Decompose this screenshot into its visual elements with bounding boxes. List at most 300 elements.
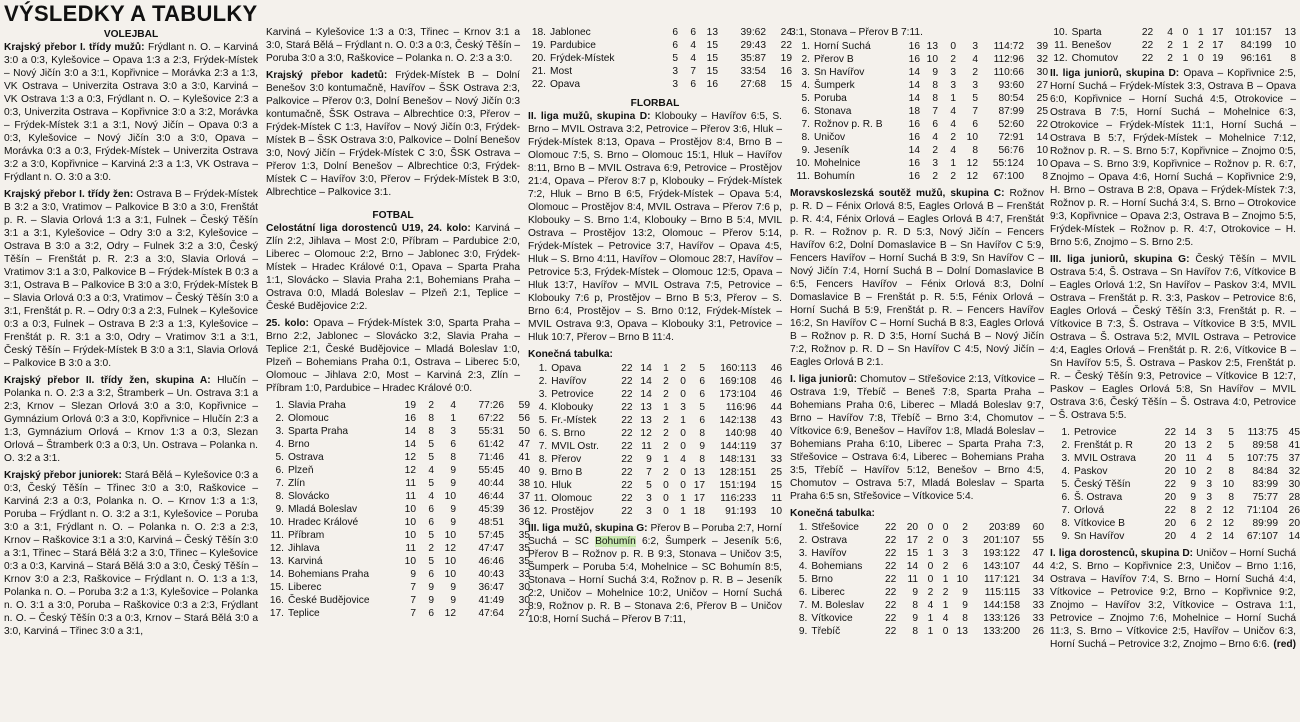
table-cell: 67:107 [1246, 531, 1278, 542]
table-cell: 2 [950, 171, 956, 182]
table-cell: 113:75 [1247, 427, 1278, 438]
table-cell: 2 [962, 522, 968, 533]
table-cell: 20 [1164, 453, 1176, 464]
table-cell: 11 [1185, 453, 1196, 464]
table-cell: 22 [621, 363, 633, 374]
table-cell: 5 [1228, 453, 1234, 464]
table-cell: 107:75 [1246, 453, 1278, 464]
table-cell: 13 [693, 467, 706, 478]
paragraph [266, 222, 520, 313]
table-cell: 10 [444, 556, 456, 567]
table-cell: 4 [680, 454, 686, 465]
table-cell: 8. [275, 491, 284, 502]
table-cell: 2 [972, 67, 978, 78]
table-row [790, 534, 1044, 547]
table-cell: 9 [450, 582, 456, 593]
table-cell: 3 [672, 79, 678, 90]
table-cell: 8 [1190, 505, 1196, 516]
table-row [790, 118, 1048, 131]
competition-name: Krajský přebor kadetů: [266, 70, 388, 81]
table-cell: 3 [646, 506, 652, 517]
table-cell: 11. [270, 530, 284, 541]
table-cell: 8. [538, 454, 548, 465]
table-cell: 83:99 [1252, 479, 1278, 490]
table-row [266, 594, 530, 607]
table-cell: 9 [1190, 492, 1196, 503]
table-cell: 7 [690, 66, 696, 77]
table-cell: 140:98 [725, 428, 757, 439]
table-cell: 22 [1141, 53, 1154, 64]
table-cell: 47:47 [478, 543, 504, 554]
table-cell: 30 [1036, 67, 1048, 78]
table-cell: 7 [410, 582, 416, 593]
table-cell: 48:51 [478, 517, 504, 528]
table-cell: 14 [640, 363, 652, 374]
table-cell: 5 [672, 53, 678, 64]
standings-table [1050, 426, 1300, 543]
table-row [266, 555, 530, 568]
table-cell: 1 [680, 415, 686, 426]
table-row [790, 547, 1044, 560]
table-cell: 3 [672, 66, 678, 77]
table-cell: 10 [404, 504, 416, 515]
table-cell: 16 [780, 66, 792, 77]
table-cell: 7. [801, 119, 810, 130]
standings-table [528, 26, 792, 91]
table-cell: 55:45 [478, 465, 504, 476]
table-cell: 5 [1228, 440, 1234, 451]
table-cell: 16 [908, 54, 920, 65]
table-cell: 9 [962, 587, 968, 598]
table-cell: 3 [962, 535, 968, 546]
team-name: M. Boleslav [811, 600, 865, 611]
table-cell: 36 [518, 517, 530, 528]
team-name: Opava [551, 363, 582, 374]
table-cell: 0 [942, 535, 949, 546]
paragraph [790, 187, 1044, 369]
table-cell: 0 [927, 561, 934, 572]
page-title: VÝSLEDKY A TABULKY [4, 1, 258, 26]
table-cell: 5. [538, 415, 548, 426]
table-cell: 2 [1206, 518, 1212, 529]
paragraph [790, 26, 1044, 39]
table-row [790, 521, 1044, 534]
table-cell: 22 [621, 454, 633, 465]
table-cell: 14 [908, 145, 920, 156]
team-name: Paskov [1074, 466, 1108, 477]
team-name: Opava [550, 79, 581, 90]
table-cell: 201:107 [983, 535, 1021, 546]
table-cell: 22 [885, 600, 897, 611]
table-cell: 2 [663, 467, 669, 478]
competition-name: II. liga juniorů, skupina D: [1050, 68, 1180, 79]
table-cell: 22 [885, 626, 897, 637]
table-row [528, 39, 792, 52]
table-cell: 22 [621, 441, 633, 452]
table-cell: 144:158 [983, 600, 1021, 611]
table-cell: 13 [956, 626, 968, 637]
table-cell: 1. [801, 41, 810, 52]
table-cell: 1. [1061, 427, 1070, 438]
table-cell: 10 [444, 491, 456, 502]
table-cell: 3 [1206, 427, 1212, 438]
table-cell: 4 [972, 54, 978, 65]
table-cell: 0 [927, 522, 934, 533]
table-cell: 6 [699, 376, 706, 387]
table-cell: 13 [1184, 440, 1196, 451]
table-cell: 4 [1167, 27, 1173, 38]
team-name: Bohemians Praha [288, 569, 369, 580]
table-row [1050, 504, 1300, 517]
table-cell: 33 [1032, 600, 1044, 611]
table-cell: 15 [706, 40, 718, 51]
competition-name: III. liga juniorů, skupina G: [1050, 254, 1190, 265]
table-cell: 5. [275, 452, 284, 463]
table-cell: 14 [404, 426, 416, 437]
paragraph [528, 522, 782, 626]
table-cell: 4 [428, 491, 434, 502]
table-row [528, 26, 792, 39]
table-cell: 6 [672, 40, 678, 51]
table-cell: 46:46 [478, 556, 504, 567]
table-cell: 22 [885, 613, 897, 624]
table-cell: 3 [972, 41, 978, 52]
standings-table [528, 362, 782, 518]
table-row [790, 66, 1048, 79]
table-cell: 19 [780, 53, 792, 64]
table-cell: 67:100 [992, 171, 1024, 182]
team-name: Jeseník [814, 145, 850, 156]
team-name: Orlová [1074, 505, 1105, 516]
table-row [1050, 39, 1296, 52]
table-cell: 33 [1032, 613, 1044, 624]
table-cell: 5. [1061, 479, 1070, 490]
table-row [790, 612, 1044, 625]
table-cell: 12. [1053, 53, 1068, 64]
team-name: Brno [811, 574, 833, 585]
table-cell: 1 [950, 158, 956, 169]
table-cell: 10. [533, 480, 548, 491]
team-name: Ostrava [288, 452, 324, 463]
table-cell: 2 [950, 132, 956, 143]
table-row [528, 375, 782, 388]
table-cell: 3 [680, 402, 686, 413]
table-cell: 143:107 [983, 561, 1021, 572]
table-cell: 10 [1184, 466, 1196, 477]
results-text: Klobouky – Havířov 6:5, S. Brno – MVIL Ostrava 3:2, Petrovice – Přerov 3:6, Hluk – Frýdek-Místek 8:13, Opava – Prostějov 8:4, Brno B – Olomouc 7:5, S. Brno – Olomouc 15:1, Hluk – Havířov 8:11, Brno B – MVIL Ostrava 6:9, Petrovice – Prostějov 21:4, Opava – Přerov 8:7 p, Klobouky – Frýdek-Místek 7:2, Hluk – Brno B 6:5, Frýdek-Místek – Opava 5:4, Olomouc – Prostějov 8:4, MVIL Ostrava – Přerov 7:6 p, Klobouky – S. Brno 1:4, Klobouky – Brno B 5:4, MVIL Ostrava – Prostějov 13:2, Olomouc – Přerov 5:14, Frýdek-Místek – Petrovice 3:7, Havířov – Opava 4:5, Hluk – S. Brno 4:11, Havířov – Olomouc 28:7, Havířov – Petrovice 5:3, Frýdek-Místek – Olomouc 12:5, Opava – Hluk 13:7, Havířov – MVIL Ostrava 7:5, Petrovice – Klobouky 7:6 p, Prostějov – Brno B 5:3, Přerov – S. Brno 6:4, Prostějov – S. Brno 0:12, Frýdek-Místek – MVIL Ostrava 9:3, Opava – Klobouky 3:1, Petrovice – Hluk 10:7, Přerov – Brno B 11:4. [528, 111, 782, 343]
results-text: Ostrava B – Frýdek-Místek B 3:2 a 3:0, Vratimov – Palkovice B 3:0 a 3:0, Frenštát p. R. – Slavia Orlová 1:3 a 3:1, Fulnek – Český Těšín 3:1 a 3:1, Kylešovice – Odry 3:0 a 3:2, Kylešovice – Ostrava B 3:0 a 3:2, Odry – Fulnek 3:2 a 3:0, Český Těšín – Frenštát p. R. 2:3 a 3:0, Slavia Orlová – Vratimov 3:1 a 3:0, Palkovice B – Frýdek-Místek B 0:3 a 3:1, Ostrava B – Palkovice B 3:0 a 3:0, Frýdek-Místek B – Slavia Orlová 0:3 a 0:3, Vratimov – Český Těšín 3:0 a 3:1, Frenštát p. R. – Odry 0:3 a 2:3, Fulnek – Kylešovice 0:3 a 0:3, Fulnek – Ostrava B 2:3 a 1:3, Kylešovice – Frenštát p. R. 3:1 a 3:0, Odry – Vratimov 3:1 a 3:1, Český Těšín – Frýdek-Místek B 3:0 a 3:1, Slavia Orlová – Palkovice B 3:0 a 3:0. [4, 189, 258, 369]
table-cell: 20 [1164, 466, 1176, 477]
table-row [266, 399, 530, 412]
table-cell: 2. [1061, 440, 1070, 451]
team-name: Přerov B [814, 54, 854, 65]
team-name: Karviná [288, 556, 323, 567]
table-cell: 19 [1212, 53, 1224, 64]
table-cell: 27:68 [740, 79, 766, 90]
table-cell: 47 [518, 439, 530, 450]
table-cell: 1 [1198, 27, 1204, 38]
table-cell: 16 [908, 171, 920, 182]
table-cell: 13 [926, 41, 938, 52]
table-row [790, 586, 1044, 599]
team-name: Olomouc [288, 413, 329, 424]
table-row [266, 451, 530, 464]
table-cell: 3 [950, 67, 956, 78]
table-cell: 15 [906, 548, 919, 559]
table-cell: 0 [1182, 27, 1189, 38]
table-cell: 71:46 [478, 452, 504, 463]
table-row [266, 581, 530, 594]
table-cell: 6 [428, 569, 434, 580]
table-cell: 1 [942, 574, 949, 585]
table-cell: 38 [518, 478, 530, 489]
table-cell: 5 [428, 556, 434, 567]
table-row [266, 529, 530, 542]
table-cell: 2 [1206, 531, 1212, 542]
table-cell: 13 [640, 415, 652, 426]
table-cell: 116:96 [725, 402, 757, 413]
table-cell: 8 [1228, 466, 1234, 477]
table-cell: 1. [798, 522, 808, 533]
table-cell: 9. [801, 145, 810, 156]
table-cell: 0 [680, 376, 686, 387]
table-cell: 1 [663, 454, 669, 465]
table-cell: 8 [699, 454, 706, 465]
table-cell: 22 [621, 402, 633, 413]
table-cell: 8 [912, 600, 919, 611]
table-cell: 75:77 [1252, 492, 1278, 503]
team-name: Pardubice [550, 40, 596, 51]
table-cell: 36 [518, 504, 530, 515]
paragraph [4, 469, 258, 638]
table-cell: 4 [690, 40, 696, 51]
table-cell: 55:31 [478, 426, 504, 437]
table-cell: 40:43 [478, 569, 504, 580]
results-text: 3:1, Stonava – Přerov B 7:11. [790, 27, 923, 38]
team-name: Havířov [811, 548, 847, 559]
table-row [528, 52, 792, 65]
table-cell: 1 [680, 493, 686, 504]
table-cell: 22 [621, 415, 633, 426]
table-cell: 59 [518, 400, 530, 411]
table-cell: 35:87 [740, 53, 766, 64]
table-cell: 114:72 [993, 41, 1024, 52]
standings-table [790, 521, 1044, 638]
table-row [790, 131, 1048, 144]
team-name: Třebíč [811, 626, 841, 637]
table-cell: 44 [1032, 561, 1044, 572]
paragraph [790, 507, 1044, 520]
table-cell: 2 [663, 389, 669, 400]
table-cell: 20 [906, 522, 919, 533]
table-cell: 22 [621, 376, 633, 387]
table-cell: 115:115 [984, 587, 1021, 598]
table-cell: 12 [640, 428, 652, 439]
table-cell: 6 [699, 389, 706, 400]
table-cell: 14 [1036, 132, 1048, 143]
table-cell: 8 [428, 426, 434, 437]
table-cell: 6. [538, 428, 548, 439]
team-name: Š. Ostrava [1074, 492, 1123, 503]
table-cell: 22. [531, 79, 546, 90]
table-cell: 2 [1206, 466, 1212, 477]
table-cell: 160:113 [720, 363, 757, 374]
column-5 [1050, 26, 1300, 722]
table-row [266, 464, 530, 477]
table-cell: 9 [410, 569, 416, 580]
table-cell: 40 [518, 465, 530, 476]
table-row [790, 625, 1044, 638]
team-name: Chomutov [1071, 53, 1118, 64]
table-cell: 8 [450, 452, 456, 463]
team-name: Teplice [288, 608, 320, 619]
table-cell: 11. [796, 171, 810, 182]
table-cell: 22 [1164, 505, 1176, 516]
results-text: Opava – Kopřivnice 2:5, Horní Suchá – Frýdek-Místek 3:3, Ostrava B – Opava 6:0, Kopřivnice – Horní Suchá 4:5, Otrokovice – Ostrava B 7:5, Horní Suchá – Mohelnice 6:3, Otrokovice – Frýdek-Místek 11:1, Horní Suchá – Ostrava B 5:7, Frýdek-Místek – Mohelnice 7:12, Rožnov p. R. – S. Brno 5:7, Kopřivnice – Znojmo 0:5, Opava – S. Brno 3:9, Kopřivnice – Rožnov p. R. 6:7, Znojmo – Opava 4:6, Horní Suchá – Kopřivnice 2:9, H. Brno – Ostrava B 2:8, Opava – Frýdek-Místek 7:3, Rožnov p. R. – Horní Suchá 3:4, S. Brno – Otrokovice 9:3, Kopřivnice – Opava 2:3, Ostrava B – Znojmo 5:5, Frýdek-Místek – Rožnov p. R. 4:7, Otrokovice – H. Brno 5:6, Znojmo – S. Brno 2:5. [1050, 68, 1296, 248]
team-name: Fr.-Místek [551, 415, 597, 426]
team-name: Liberec [811, 587, 845, 598]
table-cell: 56 [518, 413, 530, 424]
team-name: Vítkovice [811, 613, 853, 624]
table-cell: 6. [801, 106, 810, 117]
table-row [266, 477, 530, 490]
table-cell: 3 [450, 426, 456, 437]
team-name: Bohemians [811, 561, 863, 572]
table-row [266, 568, 530, 581]
table-cell: 151:194 [719, 480, 757, 491]
team-name: MVIL Ostrava [1074, 453, 1136, 464]
table-cell: 9 [450, 504, 456, 515]
table-cell: 0 [942, 626, 949, 637]
table-row [1050, 517, 1300, 530]
table-cell: 22 [621, 493, 633, 504]
highlighted-word: Bohumín [595, 536, 636, 547]
table-cell: 6 [690, 79, 696, 90]
table-cell: 22 [1164, 427, 1176, 438]
table-cell: 12 [444, 543, 456, 554]
table-cell: 33 [518, 569, 530, 580]
team-name: Most [550, 66, 573, 77]
competition-name: I. liga dorostenců, skupina D: [1050, 548, 1194, 559]
table-row [790, 92, 1048, 105]
table-cell: 10 [1036, 158, 1048, 169]
table-cell: 87:99 [998, 106, 1024, 117]
table-cell: 4 [690, 53, 696, 64]
column-1 [4, 28, 258, 722]
table-cell: 14 [640, 376, 652, 387]
table-cell: 6 [1190, 518, 1196, 529]
table-cell: 72:91 [998, 132, 1024, 143]
table-cell: 17 [1212, 40, 1224, 51]
team-name: Sparta Praha [288, 426, 349, 437]
table-cell: 3 [942, 548, 949, 559]
table-cell: 13 [640, 402, 652, 413]
table-cell: 33 [1032, 587, 1044, 598]
table-cell: 22 [621, 467, 633, 478]
table-cell: 8 [962, 613, 968, 624]
table-cell: 4 [428, 465, 434, 476]
table-cell: 0 [680, 467, 686, 478]
table-cell: 0 [663, 506, 669, 517]
table-cell: 3. [538, 389, 548, 400]
table-cell: 10 [770, 506, 782, 517]
table-cell: 3. [798, 548, 808, 559]
results-text: Chomutov – Střešovice 2:13, Vítkovice – Ostrava 1:9, Třebíč – Beneš 7:8, Sparta Praha – Bohemians Praha 0:6, Liberec – Mladá Boleslav 9:7, Brno – Havířov 7:8, Třebíč – Brno 3:4, Chomutov – Vítkovice 6:9, Benešov – Havířov 1:8, Mladá Boleslav – Bohemians Praha 6:10, Liberec – Sparta Praha 7:3, Střešovice – Ostrava 6:4, Liberec – Bohemians Praha 3:5, Třebíč – Havířov 5:12, Benešov – Brno 4:5, Chomutov – Ostrava 5:7, Mladá Boleslav – Sparta Praha 6:5 sn, Střešovice – Vítkovice 5:4. [790, 374, 1045, 502]
table-cell: 10 [404, 517, 416, 528]
table-cell: 133:126 [983, 613, 1021, 624]
paragraph [266, 69, 520, 199]
paragraph [266, 26, 520, 65]
table-cell: 3 [1206, 479, 1212, 490]
table-cell: 2. [801, 54, 810, 65]
table-cell: 11 [771, 493, 782, 504]
table-cell: 14 [1222, 531, 1234, 542]
table-cell: 6. [798, 587, 808, 598]
paragraph [1050, 253, 1296, 422]
table-row [1050, 478, 1300, 491]
team-name: Bohumín [814, 171, 855, 182]
table-cell: 61:42 [478, 439, 504, 450]
table-cell: 2 [663, 428, 669, 439]
table-cell: 10 [1036, 145, 1048, 156]
table-cell: 80:54 [998, 93, 1024, 104]
team-name: Zlín [288, 478, 305, 489]
table-row [528, 466, 782, 479]
table-cell: 1 [950, 93, 956, 104]
table-cell: 14 [908, 67, 920, 78]
results-text: Stará Bělá – Kylešovice 0:3 a 0:3, Český Těšín – Třinec 3:0 a 3:0, Raškovice – Karviná 2:3 a 0:3, Polanka n. O. – Krnov 1:3 a 1:3, Poruba – Frýdlant n. O. 3:2 a 3:1, Kylešovice – Poruba 3:0 a 3:1, Frýdlant n. O. – Polanka n. O. 2:3 a 2:3, Krnov – Raškovice 3:1 a 3:0, Karviná – Český Těšín 3:0 a 3:1, Třinec – Stará Bělá 3:2 a 3:0, Třinec – Kylešovice 0:3 a 0:3, Karviná – Stará Bělá 3:0 a 3:0, Český Těšín – Krnov 3:0 a 2:3, Raškovice – Frýdlant n. O. 1:3 a 1:3, Polanka n. O. – Poruba 3:2 a 1:3, Kylešovice – Polanka n. O. 3:1 a 3:0, Poruba – Raškovice 0:3 a 2:3, Frýdlant n. O. – Český Těšín 0:3 a 0:3, Krnov – Stará Bělá 3:0 a 3:0, Karviná – Třinec 3:0 a 3:1, [4, 470, 258, 637]
team-name: Hluk [551, 480, 572, 491]
results-text: Rožnov p. R. D – Fénix Orlová 8:5, Eagles Orlová B – Frenštát p. R. 4:4, Fénix Orlová – Eagles Orlová B 4:7, Frenštát p. R. – Rožnov p. R. D 5:3, Nový Jičín – Fencers Havířov 6:2, Dolní Domaslavice B – Sn Havířov C 5:9, Fencers Havířov – Horní Suchá B 3:9, Sn Havířov C – Nový Jičín 7:4, Horní Suchá B – Dolní Domaslavice B 6:5, Fencers Havířov – Fénix Orlová 8:3, Dolní Domaslavice B – Frenštát p. R. 5:5, Fénix Orlová – Horní Suchá B 5:9, Frenštát p. R. – Fencers Havířov 16:2, Sn Havířov C – Horní Suchá B 8:3, Eagles Orlová B – Rožnov p. R. D 3:5, Horní Suchá B – Nový Jičín 7:2, Rožnov p. R. D – Sn Havířov C 4:5, Nový Jičín – Eagles Orlová B 2:1. [790, 188, 1044, 368]
results-text: 6:2, Šumperk – Jeseník 5:6, Přerov B – Rožnov p. R. B 9:3, Stonava – Uničov 3:5, Šumperk – Poruba 5:4, Mohelnice – SC Bohumín 8:5, Stonava – Horní Suchá 3:4, Rožnov p. R. B – Jeseník 2:2, Uničov – Mohelnice 10:2, Uničov – Horní Suchá 8:9, Rožnov p. R. B – Stonava 2:6, Přerov B – Uničov 10:8, Horní Suchá – Přerov B 7:11, [528, 536, 782, 625]
table-cell: 142:138 [719, 415, 757, 426]
column-4 [790, 26, 1048, 722]
table-cell: 13 [1284, 27, 1296, 38]
table-cell: 17 [693, 480, 706, 491]
table-cell: 39 [1036, 41, 1048, 52]
table-cell: 6 [672, 27, 678, 38]
team-name: Jablonec [550, 27, 591, 38]
column-3 [528, 26, 792, 722]
competition-name: Moravskoslezská soutěž mužů, skupina C: [790, 188, 1005, 199]
table-cell: 5. [801, 93, 810, 104]
table-row [266, 607, 530, 620]
table-cell: 40 [770, 428, 782, 439]
table-cell: 8. [1061, 518, 1070, 529]
table-cell: 84:199 [1240, 40, 1272, 51]
team-name: Havířov [551, 376, 587, 387]
table-cell: 4 [950, 145, 956, 156]
table-cell: 37 [1288, 453, 1300, 464]
table-cell: 19 [404, 400, 416, 411]
table-cell: 52:60 [998, 119, 1024, 130]
table-row [1050, 426, 1300, 439]
table-cell: 13. [269, 556, 284, 567]
results-text: Hlučín – Polanka n. O. 2:3 a 3:2, Štramberk – Un. Ostrava 3:1 a 2:3, Krnov – Slezan Orlová 3:0 a 3:0, Kopřivnice – Gymnázium Orlová 0:3 a 3:0, Kopřivnice – Hlučín 2:3 a 1:3, Gymnázium Orlová – Krnov 1:3 a 0:3, Slezan Orlová – Štramberk 0:3 a 0:3, Un. Ostrava – Polanka n. O. 3:2 a 3:1. [4, 375, 259, 464]
table-cell: 89:58 [1252, 440, 1278, 451]
table-cell: 1 [927, 613, 934, 624]
table-cell: 12 [966, 171, 978, 182]
table-cell: 1 [663, 402, 669, 413]
table-cell: 0 [663, 480, 669, 491]
competition-name: Krajský přebor juniorek: [4, 470, 122, 481]
table-cell: 117:121 [983, 574, 1021, 585]
table-cell: 9 [646, 454, 652, 465]
table-cell: 29:43 [740, 40, 766, 51]
table-cell: 2 [950, 54, 956, 65]
table-cell: 13 [706, 27, 718, 38]
table-cell: 9 [1190, 479, 1196, 490]
